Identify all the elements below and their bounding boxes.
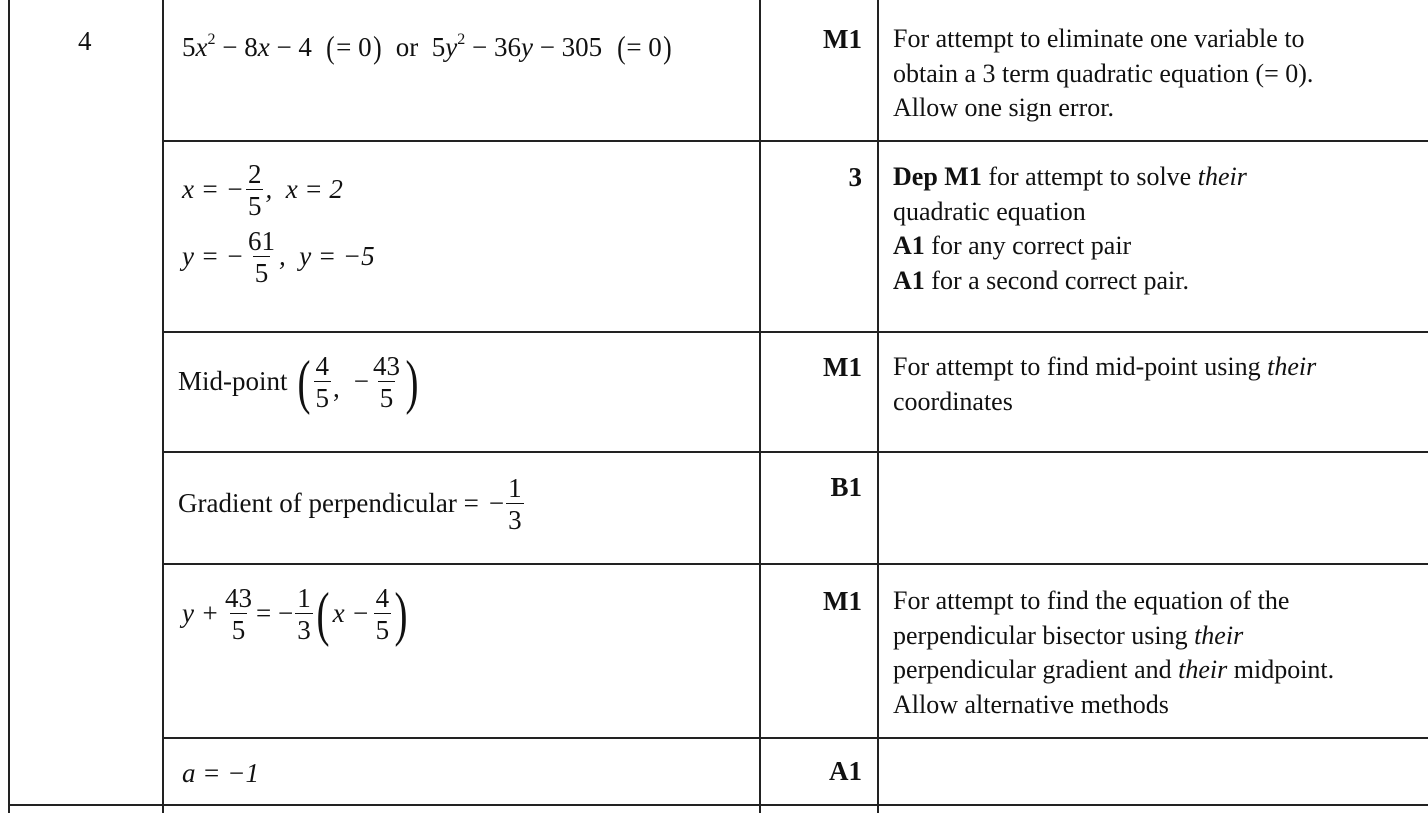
- table-border-bottom: [8, 804, 1428, 806]
- row2-guidance-line4: A1 for a second correct pair.: [893, 265, 1189, 295]
- row-divider-2: [162, 331, 1428, 333]
- row5-answer: y + $\frac{43}{5}$ = − $\frac{1}{3}$ ( x − $\frac{4}{5}$ ): [182, 581, 408, 648]
- row-divider-4: [162, 563, 1428, 565]
- row5-fraction-3: $\frac{4}{5}$: [375, 583, 390, 646]
- row2-guidance-line3: A1 for any correct pair: [893, 231, 1132, 261]
- row1-eq1-zero: = 0: [336, 32, 372, 62]
- row1-guidance-line2: obtain a 3 term quadratic equation (= 0).: [893, 58, 1314, 88]
- row2-y-fraction: $\frac{61}{5}$: [247, 225, 275, 289]
- row5-guidance-line4: Allow alternative methods: [893, 689, 1169, 719]
- row3-guidance-line2: coordinates: [893, 386, 1013, 416]
- row4-fraction: $\frac{1}{3}$: [508, 473, 522, 536]
- row4-answer: Gradient of perpendicular = − $\frac{1}{3}$: [178, 473, 522, 536]
- row1-mark: M1: [823, 24, 862, 54]
- row1-eq2-zero: = 0: [626, 32, 662, 62]
- row3-label: Mid-point: [178, 366, 288, 397]
- table-border-left: [8, 0, 10, 813]
- question-number: 4: [78, 26, 92, 56]
- row1-or: or: [395, 32, 419, 62]
- row3-guidance-line1: For attempt to find mid-point using their: [893, 352, 1317, 381]
- row5-guidance-line2: perpendicular bisector using their: [893, 620, 1244, 650]
- column-divider-2: [759, 0, 761, 813]
- column-divider-3: [877, 0, 879, 813]
- column-divider-1: [162, 0, 164, 813]
- row2-x-solutions: x = − $\frac{2}{5}$ , x = 2: [182, 159, 343, 222]
- row3-guidance: [893, 350, 1418, 419]
- row5-guidance: [893, 584, 1418, 722]
- row2-guidance-line1: Dep M1 for attempt to solve their: [893, 162, 1247, 191]
- row3-fraction-x: $\frac{4}{5}$: [315, 351, 329, 414]
- row3-mark: M1: [823, 352, 862, 382]
- row-divider-3: [162, 451, 1428, 453]
- row2-guidance-line2: quadratic equation: [893, 196, 1086, 226]
- row5-mark: M1: [823, 586, 862, 616]
- row3-fraction-y: $\frac{43}{5}$: [372, 351, 400, 414]
- row2-answer: [182, 160, 375, 287]
- row3-answer: Mid-point ( $\frac{4}{5}$ , − $\frac{43}{5}$ ): [178, 349, 419, 416]
- row5-fraction-1: $\frac{43}{5}$: [224, 583, 252, 646]
- row5-guidance-line1: For attempt to find the equation of the: [893, 586, 1290, 615]
- row4-mark: B1: [830, 472, 862, 502]
- row1-guidance: [893, 22, 1418, 126]
- row2-mark: 3: [848, 162, 862, 192]
- row2-guidance: [893, 160, 1418, 298]
- row-divider-1: [162, 140, 1428, 142]
- row1-eq2: $5y^2 - 36y - 305$: [431, 31, 603, 62]
- row4-label: Gradient of perpendicular =: [178, 488, 479, 519]
- row6-answer: a = −1: [182, 758, 259, 788]
- row2-x-fraction: $\frac{2}{5}$: [247, 159, 262, 222]
- row2-y-solutions: y = − $\frac{61}{5}$ , y = −5: [182, 225, 375, 289]
- row1-eq1: $5x^2 - 8x - 4$: [182, 31, 312, 62]
- row5-guidance-line3: perpendicular gradient and their midpoint.: [893, 655, 1335, 685]
- row-divider-5: [162, 737, 1428, 739]
- row1-guidance-line1: For attempt to eliminate one variable to: [893, 24, 1305, 53]
- row1-answer: $5x^2 - 8x - 4$ (= 0) or $5y^2 - 36y - 305$ (= 0): [182, 29, 672, 65]
- row5-fraction-2: $\frac{1}{3}$: [297, 583, 311, 646]
- row1-guidance-line3: Allow one sign error.: [893, 93, 1114, 123]
- row6-mark: A1: [829, 756, 862, 786]
